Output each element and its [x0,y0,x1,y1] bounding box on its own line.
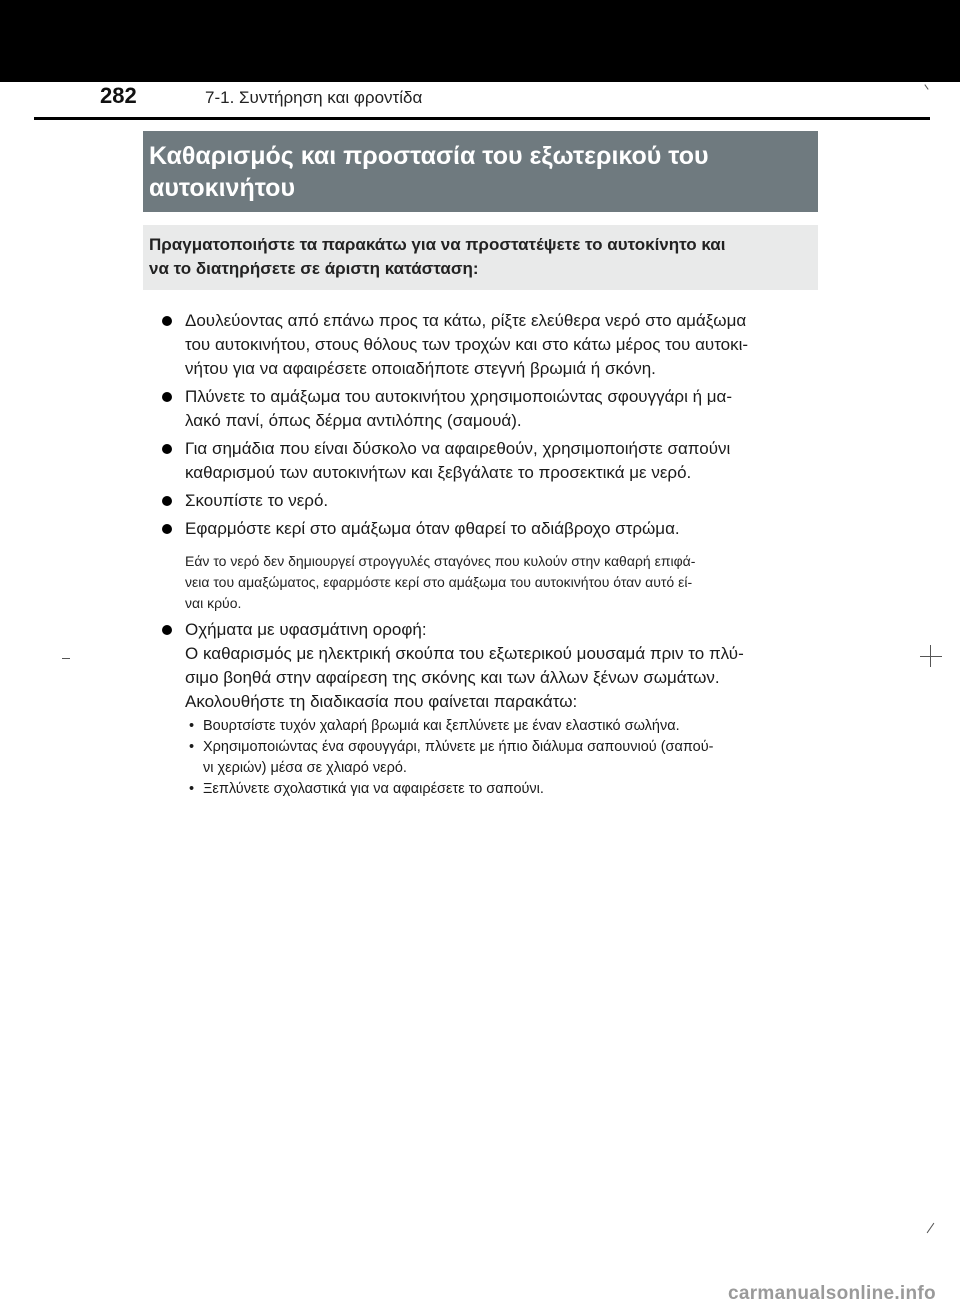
content [143,309,818,804]
sub-list-item [185,737,818,779]
bullet-icon [162,444,172,454]
page-header [0,82,960,118]
list-item-fabric-roof [143,618,818,800]
intro-line-2: να το διατηρήσετε σε άριστη κατάσταση: [149,259,479,278]
sub-bullet-icon: • [189,718,195,734]
list-item [143,385,818,433]
bullet-icon [162,316,172,326]
list-item [143,489,818,513]
wax-note [143,551,818,614]
title-line-2: αυτοκινήτου [149,174,295,202]
sub-list-item [185,716,818,737]
title-banner [143,131,818,212]
crop-mark [920,656,942,657]
sub-item-line: νι χεριών) μέσα σε χλιαρό νερό. [203,760,407,776]
item-line: του αυτοκινήτου, στους θόλους των τροχών και στο κάτω μέρος του αυτοκι- [185,335,749,354]
note-line: νεια του αμαξώματος, εφαρμόστε κερί στο αμάξωμα του αυτοκινήτου όταν αυτό εί- [185,574,693,590]
bullet-icon [162,524,172,534]
sub-list-item [185,779,818,800]
list-item [143,437,818,485]
sub-list [185,716,818,800]
sub-bullet-icon: • [189,781,195,797]
item-line: Πλύνετε το αμάξωμα του αυτοκινήτου χρησιμοποιώντας σφουγγάρι ή μα- [185,387,733,406]
crop-mark [62,658,70,659]
crop-mark [930,645,931,667]
crop-mark [927,1223,935,1233]
sub-bullet-icon: • [189,739,195,755]
intro-line-1: Πραγματοποιήστε τα παρακάτω για να προστατέψετε το αυτοκίνητο και [149,235,726,254]
item-line: σιμο βοηθά στην αφαίρεση της σκόνης και των άλλων ξένων σωμάτων. [185,668,720,687]
item-line: Οχήματα με υφασμάτινη οροφή: [185,620,427,639]
list-item [143,309,818,381]
top-black-bar [0,0,960,82]
bullet-icon [162,496,172,506]
list-item [143,517,818,541]
sub-item-line: Βουρτσίστε τυχόν χαλαρή βρωμιά και ξεπλύνετε με έναν ελαστικό σωλήνα. [203,718,680,734]
section-title: 7-1. Συντήρηση και φροντίδα [205,88,423,107]
page-title [143,131,818,204]
item-line: λακό πανί, όπως δέρμα αντιλόπης (σαμουά). [185,411,522,430]
item-line: Ο καθαρισμός με ηλεκτρική σκούπα του εξωτερικού μουσαμά πριν το πλύ- [185,644,744,663]
sub-item-line: Ξεπλύνετε σχολαστικά για να αφαιρέσετε το σαπούνι. [203,781,544,797]
bullet-icon [162,392,172,402]
sub-item-line: Χρησιμοποιώντας ένα σφουγγάρι, πλύνετε με ήπιο διάλυμα σαπουνιού (σαπού- [203,739,714,755]
item-line: Σκουπίστε το νερό. [185,491,329,510]
item-line: νήτου για να αφαιρέσετε οποιαδήποτε στεγνή βρωμιά ή σκόνη. [185,359,656,378]
bullet-icon [162,625,172,635]
intro-text [143,225,818,281]
item-line: Εφαρμόστε κερί στο αμάξωμα όταν φθαρεί το αδιάβροχο στρώμα. [185,519,680,538]
intro-box [143,225,818,290]
item-line: καθαρισμού των αυτοκινήτων και ξεβγάλατε το προσεκτικά με νερό. [185,463,692,482]
item-line: Για σημάδια που είναι δύσκολο να αφαιρεθούν, χρησιμοποιήστε σαπούνι [185,439,731,458]
note-line: ναι κρύο. [185,595,242,611]
page-number: 282 [100,83,137,108]
item-line: Ακολουθήστε τη διαδικασία που φαίνεται παρακάτω: [185,692,578,711]
watermark: carmanualsonline.info [728,1283,936,1304]
header-rule [34,117,930,120]
title-line-1: Καθαρισμός και προστασία του εξωτερικού του [149,142,709,170]
note-line: Εάν το νερό δεν δημιουργεί στρογγυλές σταγόνες που κυλούν στην καθαρή επιφά- [185,553,696,569]
item-line: Δουλεύοντας από επάνω προς τα κάτω, ρίξτε ελεύθερα νερό στο αμάξωμα [185,311,747,330]
